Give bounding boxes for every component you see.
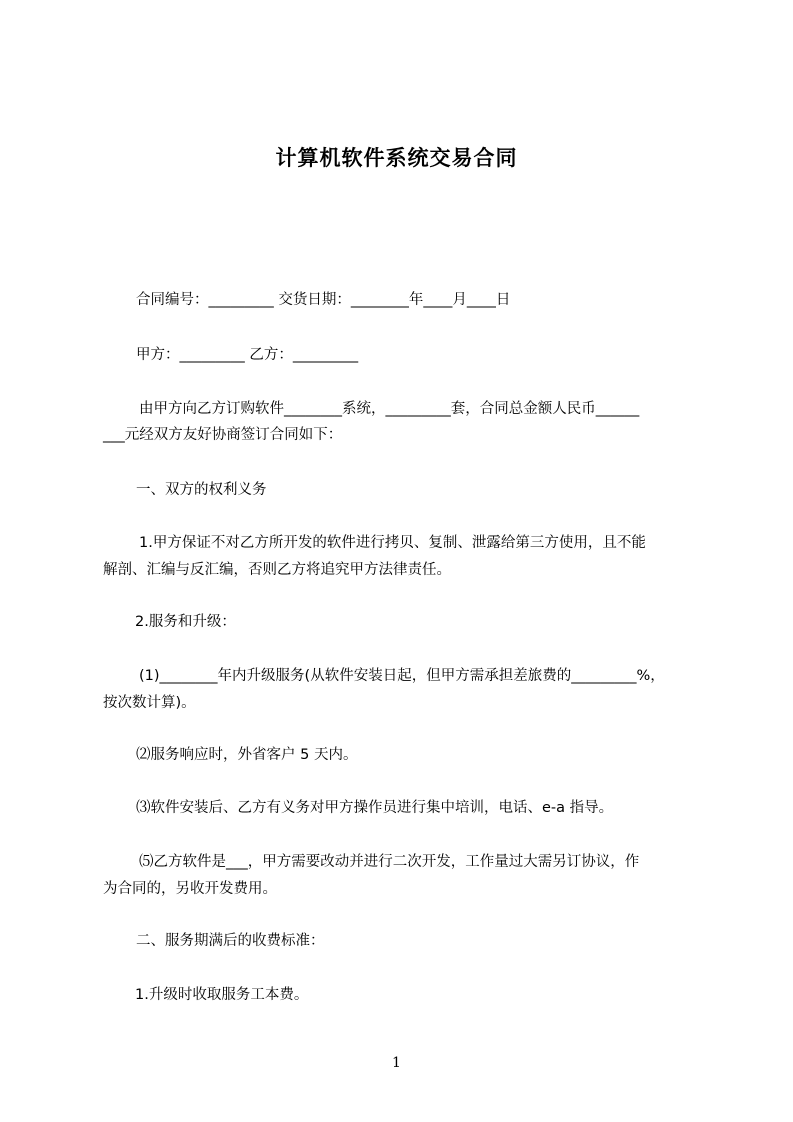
contract-number-line: 合同编号：_________ 交货日期：________年____月____日 <box>136 292 511 308</box>
clause-2-5-line-1: ⑸乙方软件是___，甲方需要改动并进行二次开发，工作量过大需另订协议，作 <box>139 854 640 870</box>
clause-2-5-line-2: 为合同的，另收开发费用。 <box>103 881 277 897</box>
section-2-heading: 二、服务期满后的收费标准： <box>136 933 325 949</box>
clause-2-3: ⑶软件安装后、乙方有义务对甲方操作员进行集中培训，电话、e-a 指导。 <box>136 800 614 816</box>
contract-title: 计算机软件系统交易合同 <box>275 146 518 170</box>
clause-2-2: ⑵服务响应时，外省客户 5 天内。 <box>136 747 358 763</box>
clause-2-heading: 2.服务和升级： <box>135 614 236 630</box>
clause-2-1-line-2: 按次数计算)。 <box>103 695 196 711</box>
clause-1-line-2: 解剖、汇编与反汇编，否则乙方将追究甲方法律责任。 <box>103 562 451 578</box>
clause-2-1-line-1: (1)________年内升级服务(从软件安装日起，但甲方需承担差旅费的_________%， <box>139 668 665 684</box>
page-number: 1 <box>392 1055 401 1071</box>
preamble-line-1: 由甲方向乙方订购软件________系统，_________套，合同总金额人民币______ <box>139 401 640 417</box>
parties-line: 甲方：_________ 乙方：_________ <box>136 347 359 363</box>
fee-clause-1: 1.升级时收取服务工本费。 <box>135 987 309 1003</box>
preamble-line-2: ___元经双方友好协商签订合同如下： <box>103 427 343 443</box>
section-1-heading: 一、双方的权利义务 <box>136 482 267 498</box>
clause-1-line-1: 1.甲方保证不对乙方所开发的软件进行拷贝、复制、泄露给第三方使用，且不能 <box>139 535 646 551</box>
